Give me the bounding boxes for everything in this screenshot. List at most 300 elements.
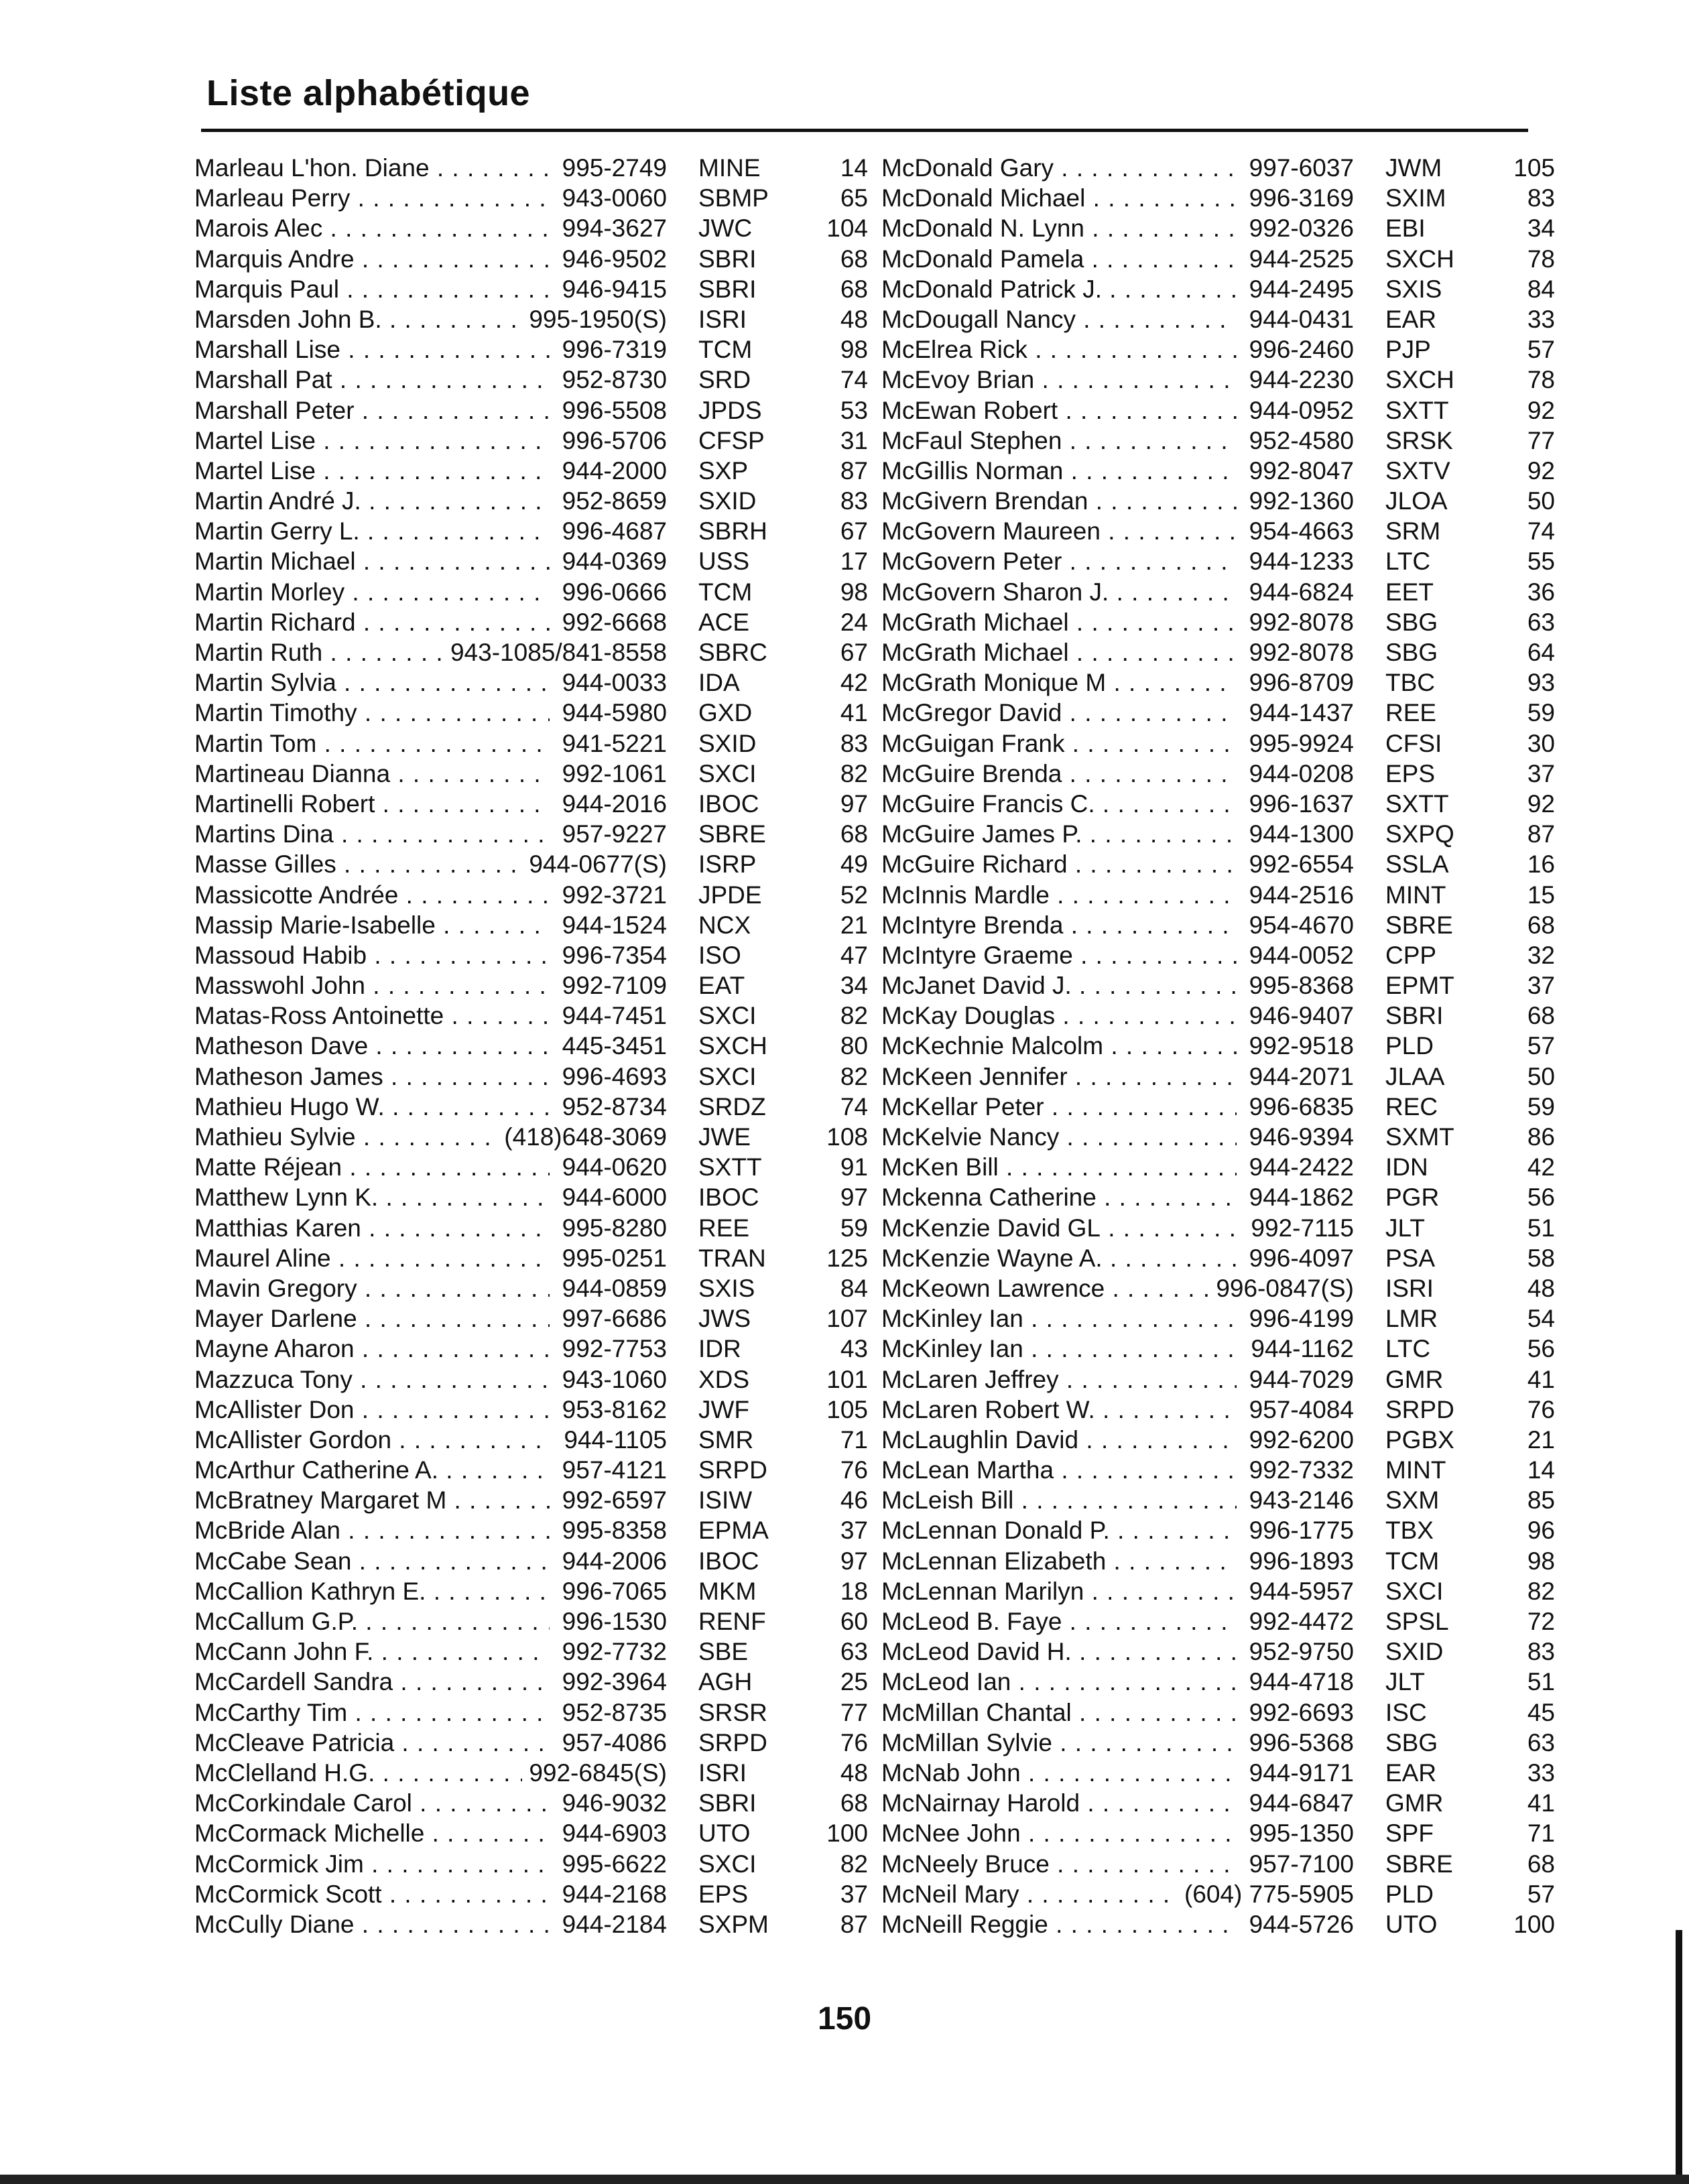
directory-entry	[881, 880, 1555, 910]
entry-code: GMR	[1385, 1789, 1444, 1817]
entry-code: SBG	[1385, 608, 1438, 636]
directory-entry	[881, 183, 1555, 213]
entry-name: McKenzie Wayne A. . . .	[881, 1243, 1237, 1273]
directory-entry	[194, 1879, 868, 1909]
entry-page: 82	[1527, 1577, 1555, 1605]
entry-code: SXIM	[1385, 184, 1446, 212]
entry-page: 74	[840, 366, 868, 394]
entry-code: SBRI	[698, 1789, 757, 1817]
entry-phone: 992-8078	[1243, 607, 1354, 637]
entry-name: McLean Martha . . .	[881, 1455, 1237, 1485]
entry-phone: 997-6686	[556, 1303, 667, 1334]
directory-entry	[881, 1031, 1555, 1061]
directory-entry	[194, 1728, 868, 1758]
entry-phone: 946-9415	[556, 274, 667, 304]
directory-entry	[194, 153, 868, 183]
directory-entry	[881, 1213, 1555, 1243]
entry-page: 50	[1527, 487, 1555, 515]
entry-code: ISO	[698, 941, 741, 969]
entry-page: 48	[1527, 1274, 1555, 1302]
entry-name: McGovern Maureen . . .	[881, 516, 1237, 546]
entry-phone: 995-8280	[556, 1213, 667, 1243]
entry-phone: 944-2422	[1243, 1152, 1354, 1182]
directory-entry	[881, 1364, 1555, 1395]
directory-entry	[194, 728, 868, 759]
entry-page: 82	[840, 759, 868, 787]
entry-page: 98	[840, 336, 868, 364]
entry-code: JLT	[1385, 1668, 1425, 1696]
entry-phone: 944-0208	[1243, 759, 1354, 789]
entry-code: SBRE	[698, 820, 766, 848]
entry-name: McGivern Brendan . . .	[881, 486, 1237, 516]
directory-entry	[194, 1031, 868, 1061]
directory-entry	[881, 1455, 1555, 1485]
entry-name: Martin André J. . . .	[194, 486, 550, 516]
entry-page: 32	[1527, 941, 1555, 969]
directory-entry	[194, 1576, 868, 1606]
entry-name: McAllister Gordon . . .	[194, 1425, 550, 1455]
entry-phone: 944-6903	[556, 1818, 667, 1848]
entry-name: Matte Réjean . . .	[194, 1152, 550, 1182]
directory-entry	[881, 1062, 1555, 1092]
directory-entry	[881, 395, 1555, 426]
entry-name: Martinelli Robert . . .	[194, 789, 550, 819]
entry-code: SXIS	[1385, 275, 1442, 303]
entry-phone: 943-0060	[556, 183, 667, 213]
entry-code: PJP	[1385, 336, 1431, 364]
entry-phone: 944-2006	[556, 1546, 667, 1576]
entry-code: SBRC	[698, 639, 767, 666]
entry-name: McCarthy Tim . . .	[194, 1697, 550, 1728]
entry-phone: 992-4472	[1243, 1606, 1354, 1636]
entry-code: SXIS	[698, 1274, 755, 1302]
entry-code: SRPD	[698, 1728, 767, 1756]
entry-page: 96	[1527, 1517, 1555, 1545]
entry-code: EPMT	[1385, 972, 1454, 1000]
entry-code: MINE	[698, 154, 761, 182]
entry-phone: 944-6824	[1243, 577, 1354, 607]
entry-page: 105	[1513, 154, 1555, 182]
entry-code: JWM	[1385, 154, 1442, 182]
entry-page: 86	[1527, 1123, 1555, 1151]
entry-name: Martineau Dianna . . .	[194, 759, 550, 789]
entry-code: TCM	[1385, 1547, 1440, 1575]
entry-phone: 944-0620	[556, 1152, 667, 1182]
entry-page: 64	[1527, 639, 1555, 666]
entry-code: RENF	[698, 1608, 766, 1635]
entry-code: SXCI	[698, 759, 757, 787]
entry-name: McKeown Lawrence . . .	[881, 1273, 1237, 1303]
entry-phone: 944-6847	[1243, 1788, 1354, 1818]
directory-entry	[194, 1909, 868, 1939]
directory-entry	[194, 698, 868, 728]
entry-page: 105	[826, 1395, 868, 1423]
entry-code: LTC	[1385, 548, 1431, 576]
entry-name: McCallion Kathryn E. . . .	[194, 1576, 550, 1606]
entry-phone: 944-0052	[1243, 940, 1354, 970]
entry-name: McKay Douglas . . .	[881, 1001, 1237, 1031]
entry-code: PSA	[1385, 1244, 1436, 1272]
entry-page: 17	[840, 548, 868, 576]
entry-phone: 944-2516	[1243, 880, 1354, 910]
entry-name: McGrath Michael . . .	[881, 637, 1237, 667]
directory-entry	[194, 426, 868, 456]
entry-code: SXCI	[698, 1850, 757, 1878]
directory-entry	[881, 1606, 1555, 1636]
entry-page: 57	[1527, 336, 1555, 364]
entry-page: 50	[1527, 1062, 1555, 1090]
entry-page: 77	[840, 1698, 868, 1726]
entry-page: 68	[840, 1789, 868, 1817]
entry-code: SXTT	[1385, 789, 1449, 818]
entry-phone: 944-0952	[1243, 395, 1354, 426]
entry-page: 87	[840, 456, 868, 485]
entry-code: SXCH	[1385, 245, 1454, 273]
entry-page: 18	[840, 1577, 868, 1605]
entry-phone: 996-0847(S)	[1209, 1273, 1354, 1303]
entry-code: EET	[1385, 578, 1434, 606]
entry-name: McElrea Rick . . .	[881, 334, 1237, 365]
directory-entry	[194, 1213, 868, 1243]
entry-code: CFSP	[698, 426, 765, 454]
entry-phone: 995-0251	[556, 1243, 667, 1273]
entry-name: McLaughlin David . . .	[881, 1425, 1237, 1455]
directory-entry	[881, 486, 1555, 516]
entry-name: Mathieu Sylvie . . .	[194, 1122, 550, 1152]
entry-page: 76	[1527, 1395, 1555, 1423]
entry-code: SRPD	[1385, 1395, 1454, 1423]
entry-page: 83	[840, 729, 868, 757]
entry-page: 82	[840, 1062, 868, 1090]
entry-phone: 992-8078	[1243, 637, 1354, 667]
entry-name: McIntyre Graeme . . .	[881, 940, 1237, 970]
entry-page: 98	[1527, 1547, 1555, 1575]
entry-name: McNeely Bruce . . .	[881, 1849, 1237, 1879]
entry-page: 93	[1527, 669, 1555, 697]
entry-name: McLennan Marilyn . . .	[881, 1576, 1237, 1606]
directory-entry	[194, 1334, 868, 1364]
entry-page: 60	[840, 1608, 868, 1635]
entry-phone: 944-0431	[1243, 304, 1354, 334]
entry-code: SMR	[698, 1425, 754, 1454]
directory-entry	[881, 1152, 1555, 1182]
entry-page: 67	[840, 639, 868, 666]
entry-page: 52	[840, 881, 868, 909]
entry-page: 41	[1527, 1365, 1555, 1393]
entry-name: McLennan Elizabeth . . .	[881, 1546, 1237, 1576]
entry-name: McGuigan Frank . . .	[881, 728, 1237, 759]
entry-phone: 944-2016	[556, 789, 667, 819]
entry-name: Matthew Lynn K. . . .	[194, 1182, 550, 1212]
entry-code: JPDE	[698, 881, 762, 909]
entry-page: 68	[840, 245, 868, 273]
entry-code: SBG	[1385, 1728, 1438, 1756]
entry-code: ISRI	[1385, 1274, 1434, 1302]
directory-entry	[194, 486, 868, 516]
entry-code: ISRP	[698, 850, 757, 879]
entry-phone: 996-8709	[1243, 667, 1354, 698]
directory-entry	[194, 1092, 868, 1122]
directory-entry	[881, 1425, 1555, 1455]
entry-phone: 992-6597	[556, 1485, 667, 1515]
entry-name: McKeen Jennifer . . .	[881, 1062, 1237, 1092]
entry-phone: 944-0859	[556, 1273, 667, 1303]
entry-name: McNeil Mary . . .	[881, 1879, 1237, 1909]
entry-phone: 996-4687	[556, 516, 667, 546]
directory-entry	[881, 759, 1555, 789]
entry-phone: 996-5368	[1243, 1728, 1354, 1758]
entry-name: McBratney Margaret M . . .	[194, 1485, 550, 1515]
entry-name: McFaul Stephen . . .	[881, 426, 1237, 456]
entry-page: 71	[1527, 1819, 1555, 1848]
entry-name: Massoud Habib . . .	[194, 940, 550, 970]
entry-name: McClelland H.G. . . .	[194, 1758, 550, 1788]
entry-page: 68	[840, 275, 868, 303]
entry-phone: 996-6835	[1243, 1092, 1354, 1122]
entry-name: McAllister Don . . .	[194, 1395, 550, 1425]
entry-phone: 952-8734	[556, 1092, 667, 1122]
entry-name: Mayne Aharon . . .	[194, 1334, 550, 1364]
entry-name: McArthur Catherine A. . . .	[194, 1455, 550, 1485]
entry-phone: 944-1162	[1244, 1334, 1354, 1364]
directory-entry	[194, 819, 868, 849]
entry-name: Mckenna Catherine . . .	[881, 1182, 1237, 1212]
entry-name: McNeill Reggie . . .	[881, 1909, 1237, 1939]
directory-entry	[194, 1788, 868, 1818]
entry-code: SBRE	[1385, 1850, 1453, 1878]
entry-code: MKM	[698, 1577, 757, 1605]
entry-phone: 944-5726	[1243, 1909, 1354, 1939]
directory-entry	[881, 1636, 1555, 1667]
entry-code: SXCI	[1385, 1577, 1444, 1605]
entry-phone: 996-1775	[1243, 1515, 1354, 1545]
entry-code: SBRI	[698, 245, 757, 273]
entry-code: SXPM	[698, 1910, 769, 1938]
entry-phone: 994-3627	[556, 213, 667, 243]
entry-phone: 996-7065	[556, 1576, 667, 1606]
directory-entry	[881, 1243, 1555, 1273]
entry-code: REC	[1385, 1092, 1438, 1120]
directory-entry	[881, 1485, 1555, 1515]
entry-phone: 944-7451	[556, 1001, 667, 1031]
directory-entry	[881, 426, 1555, 456]
directory-entry	[881, 728, 1555, 759]
entry-name: McCormick Scott . . .	[194, 1879, 550, 1909]
entry-name: Marshall Pat . . .	[194, 365, 550, 395]
entry-phone: 957-4084	[1243, 1395, 1354, 1425]
directory-entry	[194, 213, 868, 243]
entry-name: McDonald Patrick J. . . .	[881, 274, 1237, 304]
entry-code: IBOC	[698, 1183, 759, 1212]
entry-page: 41	[840, 699, 868, 727]
entry-page: 43	[840, 1335, 868, 1363]
entry-code: JLT	[1385, 1214, 1425, 1242]
entry-page: 37	[840, 1517, 868, 1545]
directory-entry	[194, 970, 868, 1001]
entry-page: 33	[1527, 305, 1555, 333]
directory-entry	[194, 395, 868, 426]
directory-entry	[194, 1849, 868, 1879]
directory-entry	[881, 1697, 1555, 1728]
entry-phone: 944-1105	[557, 1425, 667, 1455]
entry-name: McGuire Francis C. . . .	[881, 789, 1237, 819]
directory-column-left	[194, 153, 868, 1939]
entry-phone: 995-6622	[556, 1849, 667, 1879]
entry-code: SBRI	[1385, 1002, 1444, 1030]
entry-phone: 996-2460	[1243, 334, 1354, 365]
entry-page: 87	[840, 1910, 868, 1938]
entry-phone: 992-6200	[1243, 1425, 1354, 1455]
entry-phone: 957-9227	[556, 819, 667, 849]
entry-code: EPS	[1385, 759, 1436, 787]
entry-phone: 992-1061	[556, 759, 667, 789]
entry-code: SSLA	[1385, 850, 1449, 879]
entry-phone: 944-0033	[556, 667, 667, 698]
directory-entry	[881, 1728, 1555, 1758]
entry-name: Martin Ruth . . .	[194, 637, 550, 667]
entry-code: TCM	[698, 336, 753, 364]
directory-entry	[881, 970, 1555, 1001]
entry-name: McKen Bill . . .	[881, 1152, 1237, 1182]
entry-code: PGR	[1385, 1183, 1440, 1212]
directory-entry	[194, 1303, 868, 1334]
directory-entry	[881, 1546, 1555, 1576]
entry-page: 108	[826, 1123, 868, 1151]
entry-phone: 946-9502	[556, 244, 667, 274]
entry-name: McNairnay Harold . . .	[881, 1788, 1237, 1818]
entry-code: SBRE	[1385, 911, 1453, 939]
directory-entry	[881, 1122, 1555, 1152]
entry-page: 104	[826, 214, 868, 243]
entry-name: McCardell Sandra . . .	[194, 1667, 550, 1697]
entry-phone: 952-8730	[556, 365, 667, 395]
entry-name: Marsden John B. . . .	[194, 304, 550, 334]
directory-entry	[194, 849, 868, 879]
entry-phone: 944-1862	[1243, 1182, 1354, 1212]
entry-phone: 992-6668	[556, 607, 667, 637]
entry-name: McCann John F. . . .	[194, 1636, 550, 1667]
entry-code: JLAA	[1385, 1062, 1445, 1090]
entry-phone: 954-4670	[1243, 910, 1354, 940]
entry-page: 76	[840, 1728, 868, 1756]
entry-page: 37	[1527, 759, 1555, 787]
entry-phone: 944-6000	[556, 1182, 667, 1212]
directory-entry	[881, 698, 1555, 728]
directory-entry	[194, 516, 868, 546]
directory-entry	[881, 153, 1555, 183]
directory-entry	[881, 1092, 1555, 1122]
directory-entry	[194, 667, 868, 698]
directory-entry	[881, 1788, 1555, 1818]
entry-page: 68	[1527, 1002, 1555, 1030]
entry-code: CPP	[1385, 941, 1437, 969]
entry-page: 57	[1527, 1032, 1555, 1060]
entry-page: 92	[1527, 456, 1555, 485]
directory-entry	[194, 1818, 868, 1848]
entry-page: 45	[1527, 1698, 1555, 1726]
directory-entry	[881, 365, 1555, 395]
entry-page: 46	[840, 1486, 868, 1515]
entry-page: 36	[1527, 578, 1555, 606]
entry-page: 71	[840, 1425, 868, 1454]
entry-name: McKelvie Nancy . . .	[881, 1122, 1237, 1152]
entry-phone: 943-1085/841-8558	[444, 637, 667, 667]
entry-name: McDonald Michael . . .	[881, 183, 1237, 213]
entry-code: SRD	[698, 366, 751, 394]
entry-page: 37	[840, 1880, 868, 1908]
entry-name: McGuire Brenda . . .	[881, 759, 1237, 789]
entry-code: ISRI	[698, 305, 747, 333]
entry-page: 59	[1527, 1092, 1555, 1120]
entry-page: 25	[840, 1668, 868, 1696]
entry-phone: 944-1524	[556, 910, 667, 940]
directory-entry	[881, 1758, 1555, 1788]
entry-page: 76	[840, 1456, 868, 1484]
directory-entry	[194, 789, 868, 819]
entry-name: Massip Marie-Isabelle . . .	[194, 910, 550, 940]
entry-phone: 944-2000	[556, 456, 667, 486]
entry-code: JWF	[698, 1395, 750, 1423]
entry-page: 59	[1527, 699, 1555, 727]
entry-page: 16	[1527, 850, 1555, 879]
entry-code: EPS	[698, 1880, 749, 1908]
directory-entry	[194, 1152, 868, 1182]
directory-entry	[881, 1818, 1555, 1848]
entry-code: EBI	[1385, 214, 1426, 243]
entry-name: McMillan Sylvie . . .	[881, 1728, 1237, 1758]
entry-page: 14	[840, 154, 868, 182]
entry-phone: (604) 775-5905	[1178, 1879, 1354, 1909]
entry-page: 97	[840, 789, 868, 818]
entry-phone: 996-7354	[556, 940, 667, 970]
entry-phone: 992-9518	[1243, 1031, 1354, 1061]
entry-page: 47	[840, 941, 868, 969]
entry-phone: 957-4086	[556, 1728, 667, 1758]
entry-page: 82	[840, 1002, 868, 1030]
entry-phone: 944-2230	[1243, 365, 1354, 395]
entry-page: 63	[840, 1638, 868, 1666]
entry-phone: 996-1530	[556, 1606, 667, 1636]
directory-entry	[194, 1395, 868, 1425]
entry-phone: 992-8047	[1243, 456, 1354, 486]
entry-page: 72	[1527, 1608, 1555, 1635]
entry-page: 48	[840, 1758, 868, 1787]
entry-phone: 992-7332	[1243, 1455, 1354, 1485]
directory-entry	[881, 667, 1555, 698]
entry-phone: 944-5980	[556, 698, 667, 728]
entry-page: 34	[1527, 214, 1555, 243]
directory-entry	[881, 1576, 1555, 1606]
entry-name: Marquis Paul . . .	[194, 274, 550, 304]
entry-page: 80	[840, 1032, 868, 1060]
entry-phone: 996-0666	[556, 577, 667, 607]
entry-phone: 946-9407	[1243, 1001, 1354, 1031]
entry-page: 84	[840, 1274, 868, 1302]
entry-phone: 995-9924	[1243, 728, 1354, 759]
directory-entry	[194, 759, 868, 789]
entry-name: Martin Sylvia . . .	[194, 667, 550, 698]
entry-name: McMillan Chantal . . .	[881, 1697, 1237, 1728]
entry-code: SXP	[698, 456, 749, 485]
entry-name: McCallum G.P. . . .	[194, 1606, 550, 1636]
directory-entry	[194, 1364, 868, 1395]
entry-phone: 996-4199	[1243, 1303, 1354, 1334]
directory-entry	[881, 334, 1555, 365]
entry-phone: 943-2146	[1243, 1485, 1354, 1515]
entry-code: SXMT	[1385, 1123, 1454, 1151]
entry-page: 68	[840, 820, 868, 848]
entry-page: 59	[840, 1214, 868, 1242]
